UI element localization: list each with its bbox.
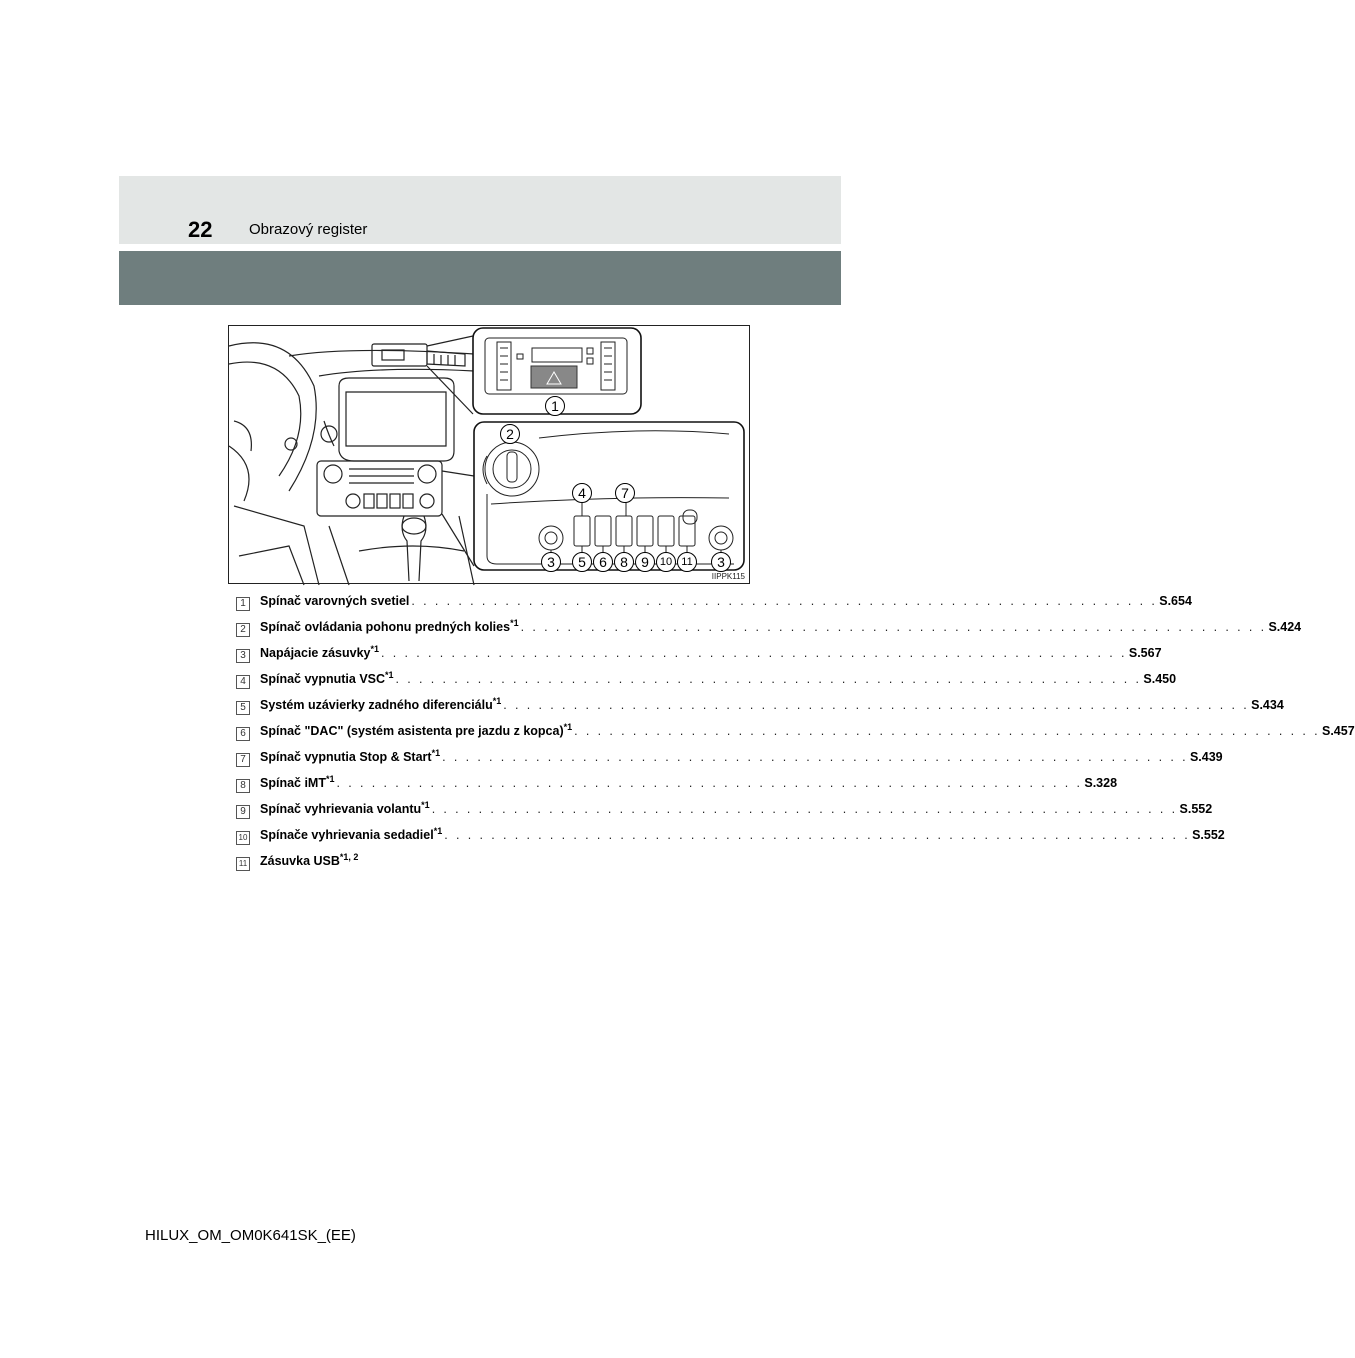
page-reference[interactable]: S.654 xyxy=(1159,594,1192,608)
list-item xyxy=(236,617,1302,646)
item-number: 1 xyxy=(236,597,250,611)
item-label: Spínač vypnutia Stop & Start$^{*1}$ xyxy=(260,747,441,764)
item-list xyxy=(236,594,1355,880)
page-reference[interactable]: S.457 xyxy=(1321,724,1355,738)
item-label: Systém uzávierky zadného diferenciálu$^{*1}$ xyxy=(260,695,502,712)
callout-4: 4 xyxy=(572,483,592,503)
leader-dots: . . . . . . . . . . . . . . . . . . . . . . . . . . . . . . . . . . . . . . . . . . . . . . . . . . . . . . . . . . . . . . . . xyxy=(411,594,1158,608)
list-item xyxy=(236,643,1162,672)
item-label: Spínač vyhrievania volantu$^{*1}$ xyxy=(260,799,430,816)
callout-1: 1 xyxy=(545,396,565,416)
list-item xyxy=(236,799,1213,828)
page-reference[interactable]: S.439 xyxy=(1189,750,1223,764)
list-item xyxy=(236,695,1284,724)
item-label: Napájacie zásuvky$^{*1}$ xyxy=(260,643,380,660)
header-band xyxy=(119,176,841,244)
page-reference[interactable]: S.328 xyxy=(1084,776,1118,790)
list-item xyxy=(236,773,1118,802)
item-number: 4 xyxy=(236,675,250,689)
item-label: Zásuvka USB$^{*1, 2}$ xyxy=(260,851,359,868)
leader-dots: . . . . . . . . . . . . . . . . . . . . . . . . . . . . . . . . . . . . . . . . . . . . . . . . . . . . . . . . . . . . . . . . xyxy=(520,620,1267,634)
leader-dots: . . . . . . . . . . . . . . . . . . . . . . . . . . . . . . . . . . . . . . . . . . . . . . . . . . . . . . . . . . . . . . . . xyxy=(431,802,1178,816)
callout-9: 9 xyxy=(635,552,655,572)
item-label: Spínač vypnutia VSC$^{*1}$ xyxy=(260,669,394,686)
item-label: Spínač iMT$^{*1}$ xyxy=(260,773,335,790)
item-number: 8 xyxy=(236,779,250,793)
callout-6: 6 xyxy=(593,552,613,572)
item-number: 10 xyxy=(236,831,250,845)
item-label: Spínač ovládania pohonu predných kolies$^{*1}$ xyxy=(260,617,519,634)
item-number: 3 xyxy=(236,649,250,663)
page-reference[interactable]: S.552 xyxy=(1192,828,1225,842)
dashboard-drawing xyxy=(229,326,751,585)
page-number: 22 xyxy=(188,217,213,242)
list-item xyxy=(236,594,1192,620)
leader-dots: . . . . . . . . . . . . . . . . . . . . . . . . . . . . . . . . . . . . . . . . . . . . . . . . . . . . . . . . . . . . . . . . xyxy=(444,828,1191,842)
item-number: 9 xyxy=(236,805,250,819)
leader-dots: . . . . . . . . . . . . . . . . . . . . . . . . . . . . . . . . . . . . . . . . . . . . . . . . . . . . . . . . . . . . . . . . xyxy=(381,646,1127,660)
section-banner xyxy=(119,251,841,305)
page-reference[interactable]: S.424 xyxy=(1268,620,1302,634)
steering-wheel-rim xyxy=(229,343,316,491)
page-reference[interactable]: S.552 xyxy=(1179,802,1213,816)
page-reference[interactable]: S.450 xyxy=(1143,672,1177,686)
list-item xyxy=(236,747,1223,776)
section-title: Obrazový register xyxy=(249,221,368,238)
item-number: 5 xyxy=(236,701,250,715)
item-number: 2 xyxy=(236,623,250,637)
page-reference[interactable]: S.434 xyxy=(1251,698,1284,712)
leader-dots: . . . . . . . . . . . . . . . . . . . . . . . . . . . . . . . . . . . . . . . . . . . . . . . . . . . . . . . . . . . . . . . . xyxy=(336,776,1083,790)
leader-dots: . . . . . . . . . . . . . . . . . . . . . . . . . . . . . . . . . . . . . . . . . . . . . . . . . . . . . . . . . . . . . . . . xyxy=(442,750,1188,764)
item-label: Spínače vyhrievania sedadiel$^{*1}$ xyxy=(260,825,443,842)
item-number: 7 xyxy=(236,753,250,767)
item-label: Spínač "DAC" (systém asistenta pre jazdu z kopca)$^{*1}$ xyxy=(260,721,573,738)
callout-11: 11 xyxy=(677,552,697,572)
list-item xyxy=(236,721,1355,750)
item-number: 6 xyxy=(236,727,250,741)
list-item xyxy=(236,851,726,880)
document-code: HILUX_OM_OM0K641SK_(EE) xyxy=(145,1227,356,1244)
list-item xyxy=(236,669,1177,698)
callout-8: 8 xyxy=(614,552,634,572)
callout-3-right: 3 xyxy=(711,552,731,572)
page-reference[interactable]: S.567 xyxy=(1128,646,1162,660)
callout-5: 5 xyxy=(572,552,592,572)
dashboard-illustration xyxy=(228,325,750,584)
callout-2: 2 xyxy=(500,424,520,444)
callout-3-left: 3 xyxy=(541,552,561,572)
list-item xyxy=(236,825,1225,854)
item-label: Spínač varovných svetiel xyxy=(260,594,410,608)
callout-7: 7 xyxy=(615,483,635,503)
item-number: 11 xyxy=(236,857,250,871)
leader-dots: . . . . . . . . . . . . . . . . . . . . . . . . . . . . . . . . . . . . . . . . . . . . . . . . . . . . . . . . . . . . . . . . xyxy=(395,672,1142,686)
figure-code: IIPPK115 xyxy=(711,572,745,581)
leader-dots: . . . . . . . . . . . . . . . . . . . . . . . . . . . . . . . . . . . . . . . . . . . . . . . . . . . . . . . . . . . . . . . . xyxy=(574,724,1320,738)
center-display xyxy=(339,378,454,461)
callout-10: 10 xyxy=(656,552,676,572)
leader-dots: . . . . . . . . . . . . . . . . . . . . . . . . . . . . . . . . . . . . . . . . . . . . . . . . . . . . . . . . . . . . . . . . xyxy=(503,698,1250,712)
